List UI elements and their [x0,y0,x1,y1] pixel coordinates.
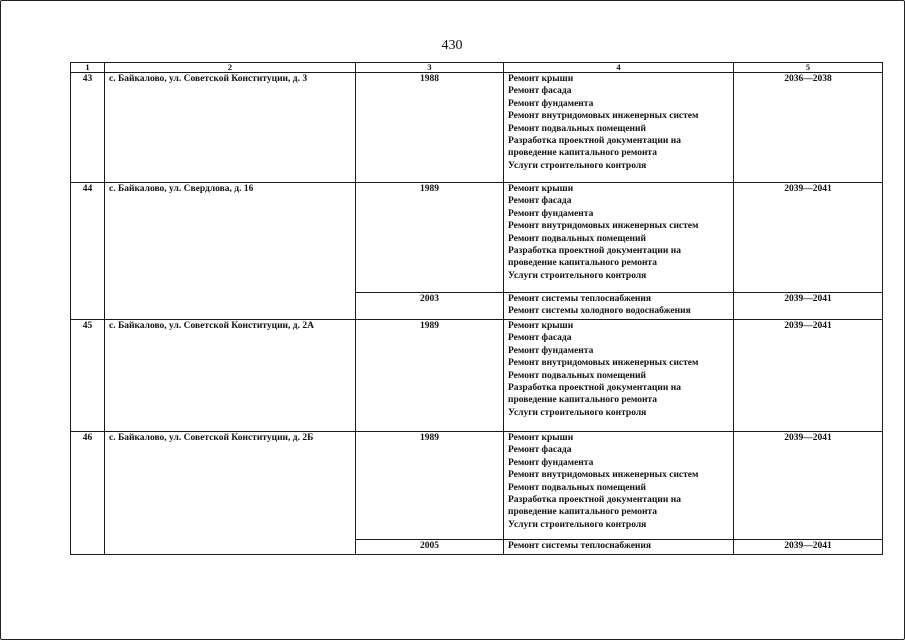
work-item: проведение капитального ремонта [508,507,657,518]
work-item: проведение капитального ремонта [508,258,657,269]
work-item: Ремонт фундамента [508,345,594,356]
work-item: Ремонт фасада [508,196,572,207]
work-item: Ремонт фасада [508,333,572,344]
work-item: Ремонт крыши [508,433,574,443]
work-item: Ремонт системы теплоснабжения [508,541,652,551]
year-cell: 1988 [356,73,504,183]
works-cell [504,540,734,555]
table-row [71,320,883,432]
period-cell: 2039—2041 [734,293,883,320]
address-cell: с. Байкалово, ул. Советской Конституции, д. 2Б [105,432,356,555]
work-item: Ремонт крыши [508,321,574,331]
work-item: Ремонт внутридомовых инженерных систем [508,470,699,481]
row-number: 45 [71,320,105,432]
address-cell: с. Байкалово, ул. Свердлова, д. 16 [105,183,356,320]
work-item: Ремонт фундамента [508,208,594,219]
works-cell [504,293,734,320]
work-item: Услуги строительного контроля [508,519,647,530]
work-item: Услуги строительного контроля [508,160,647,171]
year-cell: 2003 [356,293,504,320]
row-number: 43 [71,73,105,183]
page-number: 430 [441,38,463,53]
work-item: проведение капитального ремонта [508,395,657,406]
work-item: Ремонт подвальных помещений [508,123,646,134]
column-header: 2 [105,63,356,73]
work-item: Ремонт системы холодного водоснабжения [508,306,691,317]
year-cell: 1989 [356,320,504,432]
year-cell: 2005 [356,540,504,555]
work-item: Разработка проектной документации на [508,246,681,257]
work-item: Ремонт фасада [508,445,572,456]
work-item: Ремонт крыши [508,74,574,84]
works-cell [504,183,734,293]
work-item: Ремонт внутридомовых инженерных систем [508,358,699,369]
work-item: Ремонт системы теплоснабжения [508,294,652,304]
table-row [71,183,883,293]
period-cell: 2039—2041 [734,432,883,540]
works-cell [504,432,734,540]
work-item: Ремонт фасада [508,86,572,97]
works-cell [504,73,734,183]
period-cell: 2039—2041 [734,540,883,555]
work-item: Ремонт подвальных помещений [508,482,646,493]
period-cell: 2039—2041 [734,320,883,432]
work-item: Услуги строительного контроля [508,270,647,281]
work-item: Ремонт подвальных помещений [508,233,646,244]
work-item: Ремонт внутридомовых инженерных систем [508,221,699,232]
work-item: Разработка проектной документации на [508,495,681,506]
work-item: Услуги строительного контроля [508,407,647,418]
table-row [71,432,883,540]
address-cell: с. Байкалово, ул. Советской Конституции, д. 2А [105,320,356,432]
row-number: 44 [71,183,105,320]
row-number: 46 [71,432,105,555]
work-item: Ремонт внутридомовых инженерных систем [508,111,699,122]
work-item: Разработка проектной документации на [508,136,681,147]
work-item: Ремонт подвальных помещений [508,370,646,381]
work-item: проведение капитального ремонта [508,148,657,159]
column-header: 4 [504,63,734,73]
works-cell [504,320,734,432]
address-cell: с. Байкалово, ул. Советской Конституции, д. 3 [105,73,356,183]
work-item: Ремонт фундамента [508,98,594,109]
column-number-row [71,63,883,73]
year-cell: 1989 [356,432,504,540]
work-item: Ремонт фундамента [508,457,594,468]
column-header: 1 [71,63,105,73]
work-item: Разработка проектной документации на [508,383,681,394]
period-cell: 2036—2038 [734,73,883,183]
table-row [71,73,883,183]
column-header: 3 [356,63,504,73]
period-cell: 2039—2041 [734,183,883,293]
repair-schedule-table [70,62,883,555]
work-item: Ремонт крыши [508,184,574,194]
column-header: 5 [734,63,883,73]
year-cell: 1989 [356,183,504,293]
